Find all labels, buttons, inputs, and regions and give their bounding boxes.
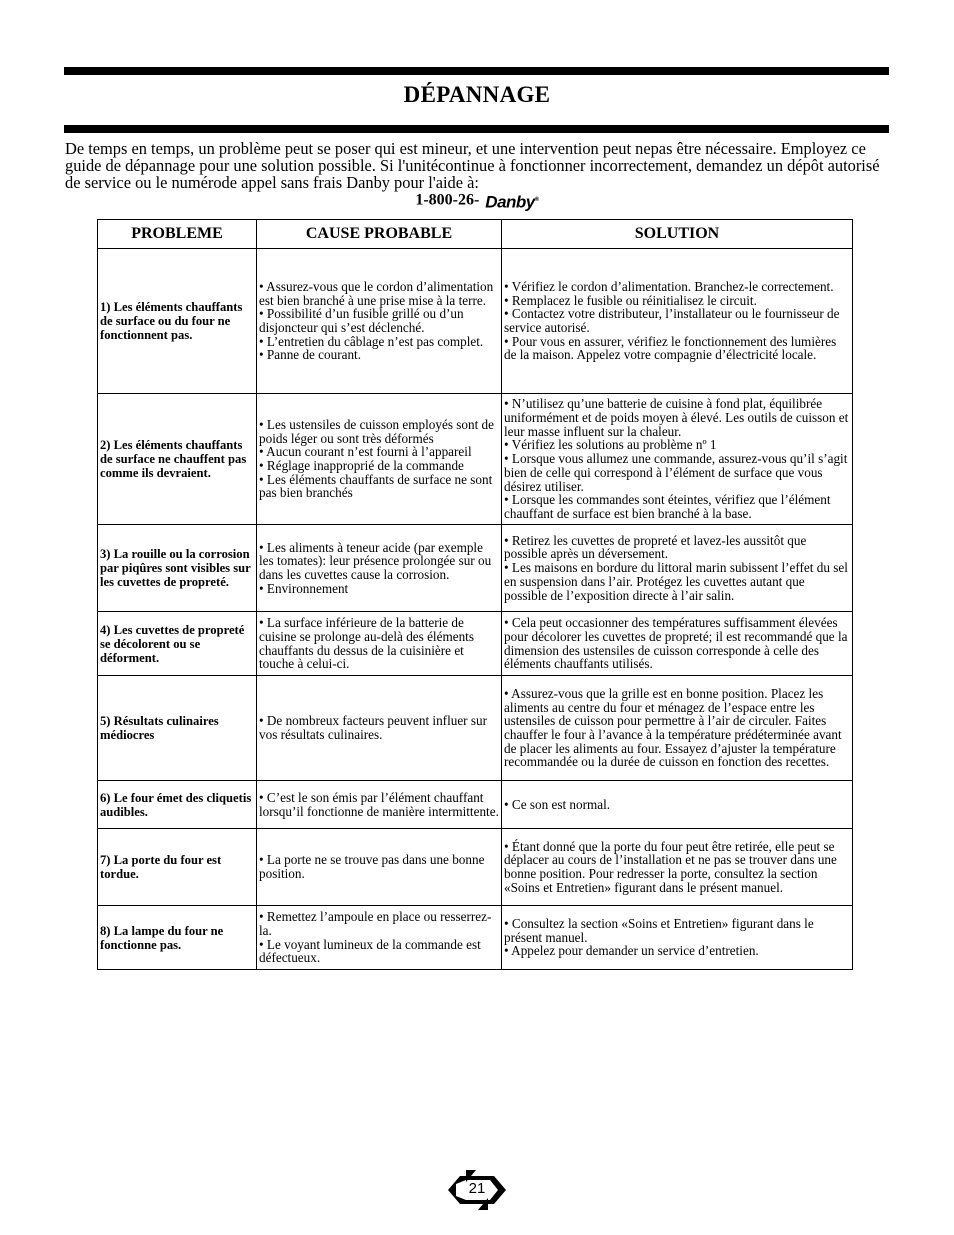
cause-item: • Aucun courant n’est fourni à l’appareil [259,444,472,460]
cause-item: • Les éléments chauffants de surface ne sont pas bien branchés [259,471,493,501]
table-row [98,394,853,525]
solution-cell [502,394,853,525]
title-underline-rule [64,125,889,133]
solution-item: • Appelez pour demander un service d’entretien. [504,943,759,959]
danby-logo [485,190,538,213]
solution-item: • Consultez la section «Soins et Entretien» figurant dans le présent manuel. [504,915,814,945]
header-cause: CAUSE PROBABLE [257,220,502,249]
solution-cell [502,525,853,612]
table-row [98,906,853,970]
solution-item: • Cela peut occasionner des températures suffisamment élevées pour décolorer les cuvettes de propreté; il est recommandé que la dimension des ustensiles de cuisson corresponde à celle des éléments chauffants utilisés. [504,615,848,672]
cause-cell [257,612,502,676]
cause-cell [257,829,502,906]
problem-cell: 4) Les cuvettes de propreté se décolorent ou se déforment. [98,612,257,676]
cause-item: • De nombreux facteurs peuvent influer sur vos résultats culinaires. [259,713,487,742]
problem-cell: 5) Résultats culinaires médiocres [98,676,257,781]
solution-cell [502,676,853,781]
cause-item: • La porte ne se trouve pas dans une bonne position. [259,852,485,881]
solution-cell [502,781,853,829]
page-number: 21 [468,1180,486,1197]
cause-item: • Possibilité d’un fusible grillé ou d’un disjoncteur qui s’est déclenché. [259,306,464,335]
solution-item: • Assurez-vous que la grille est en bonne position. Placez les aliments au centre du four et ménagez de l’espace entre les ustensiles de cuisson pour permettre à l’air de circuler. Faites chauffer le four à l’avance à la température prédéterminée avant de placer les aliments au four. Essayez d’ajuster la température recommandée ou la durée de cuisson en fonction des recettes. [504,685,842,770]
table-header-row [98,220,853,249]
cause-item: • Réglage inapproprié de la commande [259,458,464,473]
cause-item: • Environnement [259,580,349,596]
phone-number: 1-800-26- [415,191,480,209]
solution-item: • Vérifiez les solutions au problème nº 1 [504,437,717,453]
page-title: DÉPANNAGE [403,82,551,107]
table-row [98,781,853,829]
solution-item: • Lorsque les commandes sont éteintes, vérifiez que l’élément chauffant de surface est bien branché à la base. [504,492,831,521]
header-solution: SOLUTION [502,220,853,249]
cause-cell [257,525,502,612]
table-row [98,829,853,906]
cause-cell [257,249,502,394]
cause-cell [257,676,502,781]
cause-cell [257,906,502,970]
table-row [98,676,853,781]
cause-item: • La surface inférieure de la batterie de cuisine se prolonge au-delà des éléments chauffants du dessus de la cuisinière et touche à celui-ci. [259,615,474,672]
registered-mark: ® [534,197,539,203]
problem-cell: 2) Les éléments chauffants de surface ne chauffent pas comme ils devraient. [98,394,257,525]
table-row [98,249,853,394]
page-number-badge [446,1168,508,1212]
table-row [98,525,853,612]
troubleshooting-table [97,219,853,970]
cause-item: • Les ustensiles de cuisson employés sont de poids léger ou sont très déformés [259,416,494,446]
solution-item: • Étant donné que la porte du four peut être retirée, elle peut se déplacer au cours de l’installation et ne pas se trouver dans une bonne position. Pour redresser la porte, consultez la section «Soins et Entretien» figurant dans le présent manuel. [504,838,837,895]
solution-item: • Pour vous en assurer, vérifiez le fonctionnement des lumières de la maison. Appelez votre compagnie d’électricité locale. [504,333,837,363]
cause-item: • Panne de courant. [259,347,362,363]
solution-item: • N’utilisez qu’une batterie de cuisine à fond plat, équilibrée uniformément et de poids moyen à élevé. Les outils de cuisson et leur masse influent sur la chaleur. [504,396,849,439]
cause-item: • Le voyant lumineux de la commande est défectueux. [259,936,481,966]
solution-cell [502,829,853,906]
solution-cell [502,249,853,394]
problem-cell: 7) La porte du four est tordue. [98,829,257,906]
header-problem: PROBLEME [98,220,257,249]
cause-item: • Assurez-vous que le cordon d’alimentation est bien branché à une prise mise à la terre. [259,278,494,308]
cause-item: • Remettez l’ampoule en place ou resserrez-la. [259,909,492,938]
cause-item: • Les aliments à teneur acide (par exemple les tomates): leur présence prolongée sur ou dans les cuvettes cause la corrosion. [259,539,492,582]
cause-item: • C’est le son émis par l’élément chauffant lorsqu’il fonctionne de manière intermittente. [259,789,499,819]
solution-cell [502,906,853,970]
problem-cell: 1) Les éléments chauffants de surface ou du four ne fonctionnent pas. [98,249,257,394]
solution-item: • Retirez les cuvettes de propreté et lavez-les aussitôt que possible après un déversement. [504,532,807,562]
solution-cell [502,612,853,676]
cause-cell [257,781,502,829]
solution-item: • Contactez votre distributeur, l’installateur ou le fournisseur de service autorisé. [504,306,840,335]
problem-cell: 8) La lampe du four ne fonctionne pas. [98,906,257,970]
top-rule [64,67,889,75]
table-row [98,612,853,676]
phone-line [0,190,954,213]
solution-item: • Remplacez le fusible ou réinitialisez le circuit. [504,292,757,308]
solution-item: • Les maisons en bordure du littoral marin subissent l’effet du sel en suspension dans l’air. Protégez les cuvettes autant que possible de l’exposition directe à l’air salin. [504,560,848,603]
problem-cell: 6) Le four émet des cliquetis audibles. [98,781,257,829]
solution-item: • Vérifiez le cordon d’alimentation. Branchez-le correctement. [504,278,834,294]
cause-cell [257,394,502,525]
danby-logo-text: Danby [485,192,535,212]
cause-item: • L’entretien du câblage n’est pas complet. [259,333,484,349]
solution-item: • Lorsque vous allumez une commande, assurez-vous qu’il s’agit bien de celle qui correspond à l’élément de surface que vous désirez utiliser. [504,451,848,494]
problem-cell: 3) La rouille ou la corrosion par piqûres sont visibles sur les cuvettes de propreté. [98,525,257,612]
solution-item: • Ce son est normal. [504,796,611,812]
intro-paragraph: De temps en temps, un problème peut se poser qui est mineur, et une intervention peut nepas être nécessaire. Employez ce guide de dépannage pour une solution possible. Si l'unitécontinue à fonctionner incorrectement, demandez un dépôt autorisé de service ou le numérode appel sans frais Danby pour l'aide à: [65,139,880,192]
